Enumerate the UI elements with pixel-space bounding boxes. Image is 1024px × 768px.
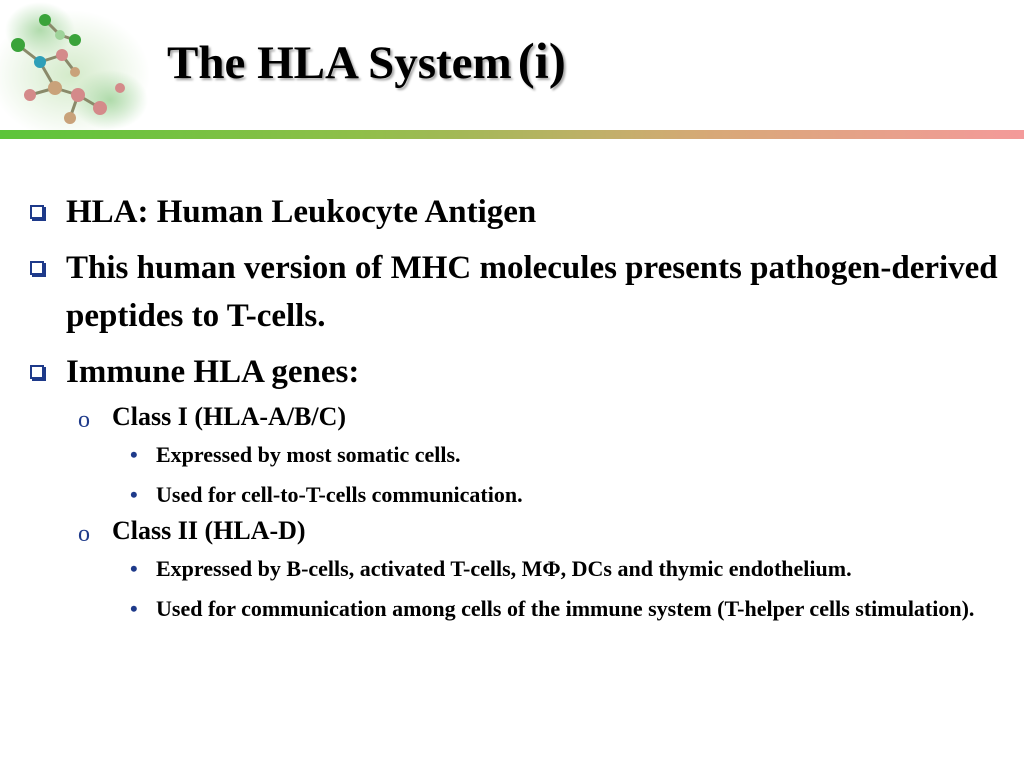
molecule-logo	[0, 0, 150, 132]
bullet-item	[28, 348, 1018, 396]
bullet-text: HLA: Human Leukocyte Antigen	[66, 194, 537, 230]
circle-o-bullet-icon: o	[78, 521, 90, 547]
circle-o-bullet-icon: o	[78, 407, 90, 433]
dot-bullet-icon: •	[130, 556, 138, 581]
detail-bullet-text: Expressed by B-cells, activated T-cells, MΦ, DCs and thymic endothelium.	[156, 556, 852, 581]
sub-bullet-item	[28, 512, 1018, 550]
detail-bullet-text: Used for cell-to-T-cells communication.	[156, 482, 523, 507]
bullet-list	[28, 188, 1018, 632]
slide-title	[167, 34, 566, 90]
dot-bullet-icon: •	[130, 442, 138, 467]
bullet-text: This human version of MHC molecules presents pathogen-derived peptides to T-cells.	[66, 250, 998, 334]
sub-bullet-text: Class I (HLA-A/B/C)	[112, 402, 347, 431]
bullet-item	[28, 244, 1018, 340]
slide-title-text: The HLA System	[167, 37, 512, 89]
header-divider	[0, 130, 1024, 139]
slide-title-suffix: (i)	[517, 34, 566, 90]
dot-bullet-icon: •	[130, 482, 138, 507]
detail-bullet-text: Used for communication among cells of the immune system (T-helper cells stimulation).	[156, 596, 975, 621]
detail-bullet-item	[28, 438, 1018, 471]
bullet-text: Immune HLA genes:	[66, 354, 360, 390]
hollow-square-bullet-icon	[30, 261, 44, 275]
dot-bullet-icon: •	[130, 596, 138, 621]
sub-bullet-text: Class II (HLA-D)	[112, 516, 306, 545]
detail-bullet-item	[28, 552, 1018, 585]
bullet-item	[28, 188, 1018, 236]
sub-bullet-item	[28, 398, 1018, 436]
hollow-square-bullet-icon	[30, 205, 44, 219]
detail-bullet-item	[28, 592, 1018, 625]
detail-bullet-item	[28, 478, 1018, 511]
detail-bullet-text: Expressed by most somatic cells.	[156, 442, 461, 467]
hollow-square-bullet-icon	[30, 365, 44, 379]
